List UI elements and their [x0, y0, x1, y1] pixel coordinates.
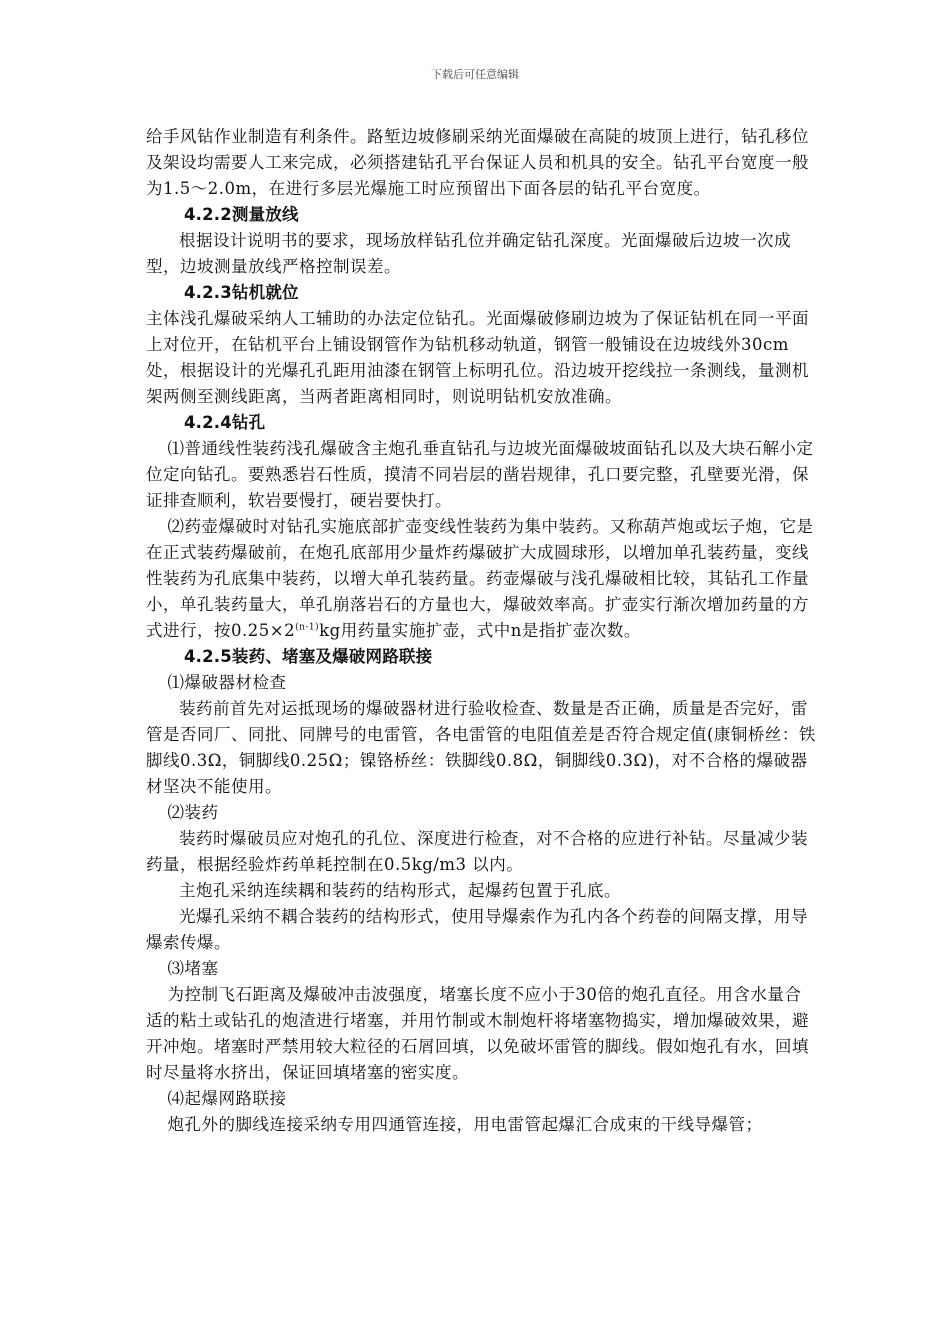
- page-header: 下载后可任意编辑: [431, 68, 519, 81]
- paragraph: 给手风钻作业制造有利条件。路堑边坡修刷采纳光面爆破在高陡的坡顶上进行，钻孔移位及架设均需要人工来完成，必须搭建钻孔平台保证人员和机具的安全。钻孔平台宽度一般为1.5～2.0m，在进行多层光爆施工时应预留出下面各层的钻孔平台宽度。: [146, 127, 809, 198]
- subheading: ⑴爆破器材检查: [167, 673, 287, 692]
- paragraph-with-formula: [146, 514, 818, 644]
- section-heading-4-2-5: 4.2.5装药、堵塞及爆破网路联接: [183, 647, 433, 666]
- paragraph-text: ⑵药壶爆破时对钻孔实施底部扩壶变线性装药为集中装药。又称葫芦炮或坛子炮，它是在正式装药爆破前，在炮孔底部用少量炸药爆破扩大成圆球形，以增加单孔装药量，变线性装药为孔底集中装药，以增大单孔装药量。药壶爆破与浅孔爆破相比较，其钻孔工作量小，单孔装药量大，单孔崩落岩石的方量也大，爆破效率高。扩壶实行渐次增加药量的方式进行，按0.25×2: [146, 517, 814, 640]
- section-heading-4-2-2: 4.2.2测量放线: [183, 205, 299, 224]
- paragraph: 装药时爆破员应对炮孔的孔位、深度进行检查，对不合格的应进行补钻。尽量减少装药量，根据经验炸药单耗控制在0.5kg/m3 以内。: [146, 829, 808, 874]
- paragraph: ⑴普通线性装药浅孔爆破含主炮孔垂直钻孔与边坡光面爆破坡面钻孔以及大块石解小定位定向钻孔。要熟悉岩石性质，摸清不同岩层的凿岩规律，孔口要完整，孔壁要光滑，保证排查顺利，软岩要慢打，硬岩要快打。: [146, 439, 814, 510]
- paragraph: 炮孔外的脚线连接采纳专用四通管连接，用电雷管起爆汇合成束的干线导爆管；: [167, 1115, 763, 1134]
- subheading: ⑵装药: [167, 803, 219, 822]
- document-body: [146, 124, 818, 1138]
- paragraph: 主炮孔采纳连续耦和装药的结构形式，起爆药包置于孔底。: [179, 881, 621, 900]
- paragraph-text: kg用药量实施扩壶，式中n是指扩壶次数。: [319, 621, 641, 640]
- subheading: ⑷起爆网路联接: [167, 1089, 287, 1108]
- section-heading-4-2-4: 4.2.4钻孔: [183, 413, 266, 432]
- paragraph: 装药前首先对运抵现场的爆破器材进行验收检查、数量是否正确，质量是否完好，雷管是否同厂、同批、同牌号的电雷管，各电雷管的电阻值差是否符合规定值(康铜桥丝：铁脚线0.3Ω，铜脚线0.25Ω；镍铬桥丝：铁脚线0.8Ω，铜脚线0.3Ω)，对不合格的爆破器材坚决不能使用。: [146, 699, 816, 796]
- paragraph: 根据设计说明书的要求，现场放样钻孔位并确定钻孔深度。光面爆破后边坡一次成型，边坡测量放线严格控制误差。: [146, 231, 791, 276]
- paragraph: 为控制飞石距离及爆破冲击波强度，堵塞长度不应小于30倍的炮孔直径。用含水量合适的粘土或钻孔的炮渣进行堵塞，并用竹制或木制炮杆将堵塞物捣实，增加爆破效果，避开冲炮。堵塞时严禁用较大粒径的石屑回填，以免破坏雷管的脚线。假如炮孔有水，回填时尽量将水挤出，保证回填堵塞的密实度。: [146, 985, 809, 1082]
- formula-exponent: (n-1): [295, 622, 320, 633]
- paragraph: 光爆孔采纳不耦合装药的结构形式，使用导爆索作为孔内各个药卷的间隔支撑，用导爆索传爆。: [146, 907, 808, 952]
- section-heading-4-2-3: 4.2.3钻机就位: [183, 283, 299, 302]
- paragraph: 主体浅孔爆破采纳人工辅助的办法定位钻孔。光面爆破修刷边坡为了保证钻机在同一平面上对位开，在钻机平台上铺设钢管作为钻机移动轨道，钢管一般铺设在边坡线外30cm处，根据设计的光爆孔孔距用油漆在钢管上标明孔位。沿边坡开挖线拉一条测线，量测机架两侧至测线距离，当两者距离相同时，则说明钻机安放准确。: [146, 309, 809, 406]
- subheading: ⑶堵塞: [167, 959, 219, 978]
